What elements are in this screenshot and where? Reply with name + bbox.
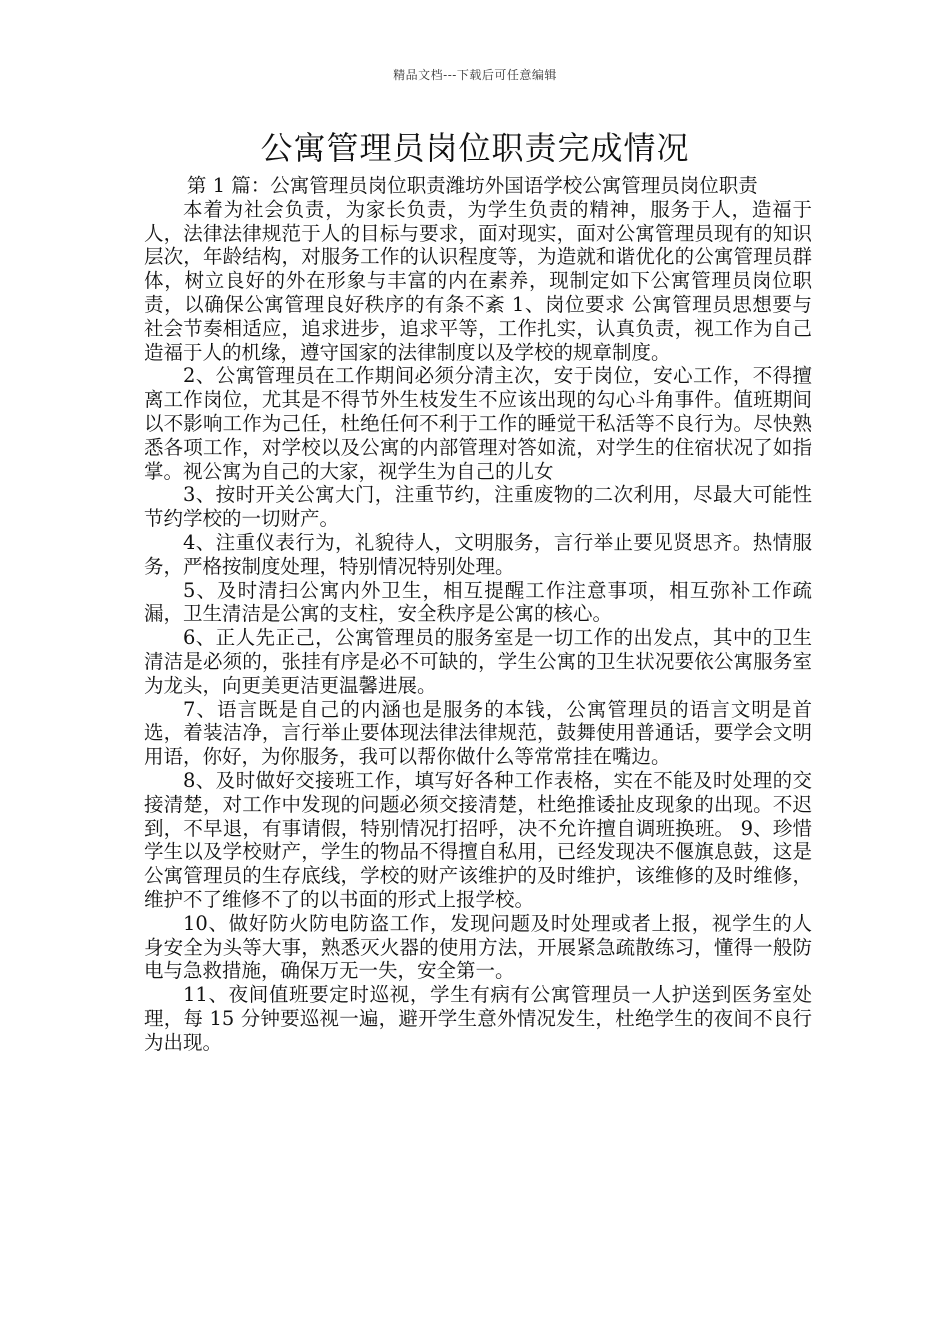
header-note: 精品文档---下载后可任意编辑 <box>393 68 557 82</box>
paragraph-item-5: 5、及时清扫公寓内外卫生，相互提醒工作注意事项，相互弥补工作疏漏，卫生清洁是公寓的支柱，安全秩序是公寓的核心。 <box>144 578 812 626</box>
paragraph-item-8: 8、及时做好交接班工作，填写好各种工作表格，实在不能及时处理的交接清楚，对工作中发现的问题必须交接清楚，杜绝推诿扯皮现象的出现。不迟到，不早退，有事请假，特别情况打招呼，决不允许擅自调班换班。 9、珍惜学生以及学校财产，学生的物品不得擅自私用，已经发现决不偃旗息鼓，这是公寓管理员的生存底线，学校的财产该维护的及时维护，该维修的及时维修，维护不了维修不了的以书面的形式上报学校。 <box>144 768 812 911</box>
paragraph-item-11: 11、夜间值班要定时巡视，学生有病有公寓管理员一人护送到医务室处理，每 15 分钟要巡视一遍，避开学生意外情况发生，杜绝学生的夜间不良行为出现。 <box>144 983 812 1054</box>
paragraph-intro: 本着为社会负责，为家长负责，为学生负责的精神，服务于人，造福于人，法律法律规范于人的目标与要求，面对现实，面对公寓管理员现有的知识层次，年龄结构，对服务工作的认识程度等，为造就和谐优化的公寓管理员群体，树立良好的外在形象与丰富的内在素养，现制定如下公寓管理员岗位职责，以确保公寓管理良好秩序的有条不紊 1、岗位要求 公寓管理员思想要与社会节奏相适应，追求进步，追求平等，工作扎实，认真负责，视工作为自己造福于人的机缘，遵守国家的法律制度以及学校的规章制度。 <box>144 197 812 364</box>
paragraph-item-4: 4、注重仪表行为，礼貌待人，文明服务，言行举止要见贤思齐。热情服务，严格按制度处理，特别情况特别处理。 <box>144 530 812 578</box>
document-title: 公寓管理员岗位职责完成情况 <box>260 129 690 167</box>
paragraph-item-2: 2、公寓管理员在工作期间必须分清主次，安于岗位，安心工作，不得擅离工作岗位，尤其是不得节外生枝发生不应该出现的勾心斗角事件。值班期间以不影响工作为己任，杜绝任何不利于工作的睡觉干私活等不良行为。尽快熟悉各项工作，对学校以及公寓的内部管理对答如流，对学生的住宿状况了如指掌。视公寓为自己的大家，视学生为自己的儿女 <box>144 364 812 483</box>
section-heading: 第 1 篇：公寓管理员岗位职责潍坊外国语学校公寓管理员岗位职责 <box>186 174 758 197</box>
paragraph-item-7: 7、语言既是自己的内涵也是服务的本钱，公寓管理员的语言文明是首选，着装洁净，言行举止要体现法律法律规范，鼓舞使用普通话，要学会文明用语，你好，为你服务，我可以帮你做什么等常常挂在嘴边。 <box>144 697 812 769</box>
paragraph-item-10: 10、做好防火防电防盗工作，发现问题及时处理或者上报，视学生的人身安全为头等大事，熟悉灭火器的使用方法，开展紧急疏散练习，懂得一般防电与急救措施，确保万无一失，安全第一。 <box>144 911 812 983</box>
document-body <box>144 174 812 1054</box>
paragraph-item-6: 6、正人先正己，公寓管理员的服务室是一切工作的出发点，其中的卫生清洁是必须的，张挂有序是必不可缺的，学生公寓的卫生状况要依公寓服务室为龙头，向更美更洁更温馨进展。 <box>144 626 812 697</box>
paragraph-item-3: 3、按时开关公寓大门，注重节约，注重废物的二次利用，尽最大可能性节约学校的一切财产。 <box>144 483 812 531</box>
